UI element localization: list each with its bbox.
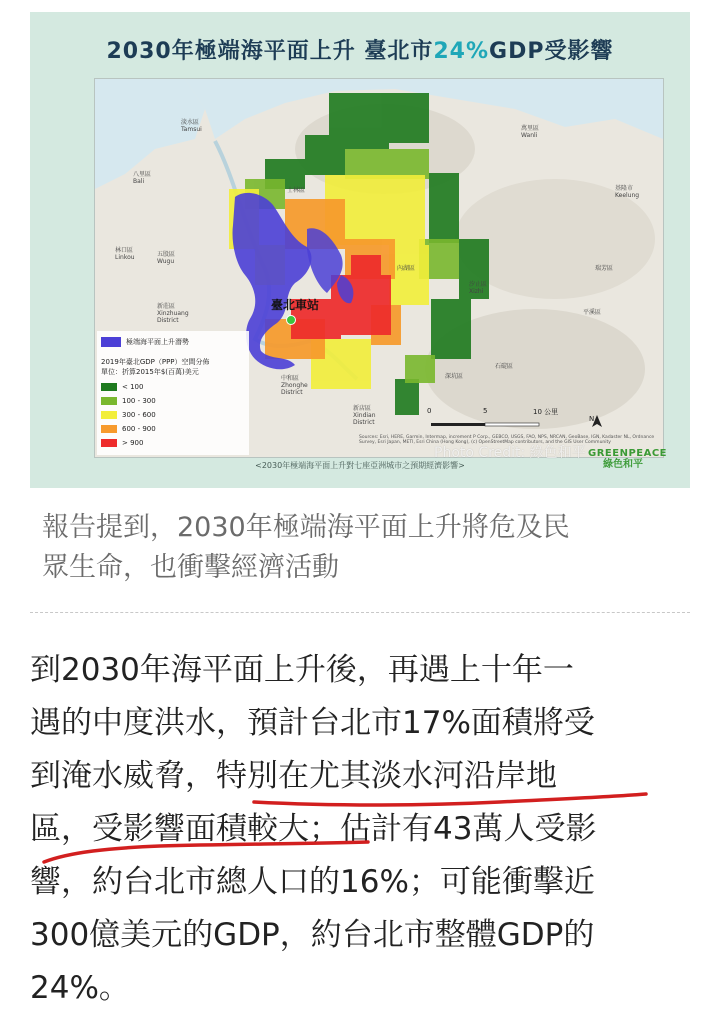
article-line: 到2030年海平面上升後，再遇上十年一 [30,652,574,688]
legend-bin [101,439,143,447]
place-label-bali: 八里區 Bali [133,171,152,185]
place-label-xindian: 新店區 Xindian District [353,405,376,426]
flood-gdp-map [94,78,668,459]
place-label-ruifang: 瑞芳區 [595,265,614,272]
legend-flood-row [101,337,189,347]
article-line: 遇的中度洪水，預計台北市17%面積將受 [30,705,595,741]
place-label-xizhi: 汐止區 Xizhi [469,281,488,295]
figure-title-percent: 24% [433,39,490,64]
scale-label-end: 10 公里 [533,408,559,416]
legend-bin [101,425,156,433]
article-line: 到淹水威脅，特別在尤其淡水河沿岸地 [30,758,557,794]
figure-title [30,34,690,65]
caption-line: 報告提到，2030年極端海平面上升將危及民 [42,512,570,543]
article-line: 響，約台北市總人口的16%；可能衝擊近 [30,864,595,900]
caption-line: 眾生命，也衝擊經濟活動 [42,552,339,583]
map-legend [97,331,249,455]
legend-bin-label: 300 - 600 [122,411,156,419]
figure-title-suffix: GDP受影響 [489,39,614,64]
photo-credit-watermark: Photo Credit: 綠色和平 [434,445,586,461]
north-label: N [589,415,595,423]
scale-labels [425,407,635,427]
logo-text-en: GREENPEACE [588,448,668,459]
figure-title-prefix: 2030年極端海平面上升 臺北市 [106,39,434,64]
place-label-wugu: 五股區 Wugu [157,251,176,265]
legend-bin [101,383,143,391]
legend-bin-label: < 100 [122,383,144,391]
article-paragraph [30,644,700,1015]
place-label-linkou: 林口區 Linkou [115,247,135,261]
legend-swatch [101,425,117,433]
place-label-keelung: 基隆市 Keelung [615,185,640,199]
legend-unit: 單位：折算2015年$(百萬)美元 [101,368,199,376]
place-label-shenkeng: 深坑區 [445,373,464,380]
legend-flood-label: 極端海平面上升潛勢 [126,338,189,346]
scale-label-mid: 5 [483,407,488,415]
place-label-shiding: 石碇區 [495,363,514,370]
place-label-neihu: 內湖區 [397,265,416,272]
figure-source-caption: <2030年極端海平面上升對七座亞洲城市之預期經濟影響> [255,461,465,470]
place-label-tamsui: 淡水區 Tamsui [181,119,202,133]
legend-swatch [101,397,117,405]
logo-text-zh: 綠色和平 [603,459,643,470]
taipei-station-label: 臺北車站 [271,298,320,312]
legend-bin-label: 100 - 300 [122,397,156,405]
image-caption [42,508,682,588]
place-label-xinzhuang: 新莊區 Xinzhuang District [157,303,189,324]
place-label-zhonghe: 中和區 Zhonghe District [281,375,308,396]
place-label-pingxi: 平溪區 [583,309,602,316]
legend-flood-swatch [101,337,121,347]
caption-divider [30,612,690,613]
infographic-figure [30,12,690,488]
legend-swatch [101,383,117,391]
article-line: 24%。 [30,970,130,1006]
legend-gdp-title: 2019年臺北GDP（PPP）空間分佈 [101,358,210,366]
legend-swatch [101,439,117,447]
place-label-wanli: 萬里區 Wanli [521,125,540,139]
legend-bin-label: > 900 [122,439,144,447]
article-line: 區，受影響面積較大；估計有43萬人受影 [30,811,597,847]
legend-bin-label: 600 - 900 [122,425,156,433]
scale-label-zero: 0 [427,407,432,415]
legend-bin [101,411,156,419]
map-source-credits: Sources: Esri, HERE, Garmin, Intermap, increment P Corp., GEBCO, USGS, FAO, NPS, NRCAN, GeoBase, IGN, Kadaster NL, Ordnance Survey, Esri Japan, METI, Esri China (Hong Kong), (c) OpenStreetMap contributors, and the GIS User Community [359,435,655,445]
taipei-station-marker [286,315,296,325]
article-line: 300億美元的GDP，約台北市整體GDP的 [30,917,595,953]
legend-swatch [101,411,117,419]
legend-bin [101,397,156,405]
place-label-shilin: 士林區 [287,187,306,194]
